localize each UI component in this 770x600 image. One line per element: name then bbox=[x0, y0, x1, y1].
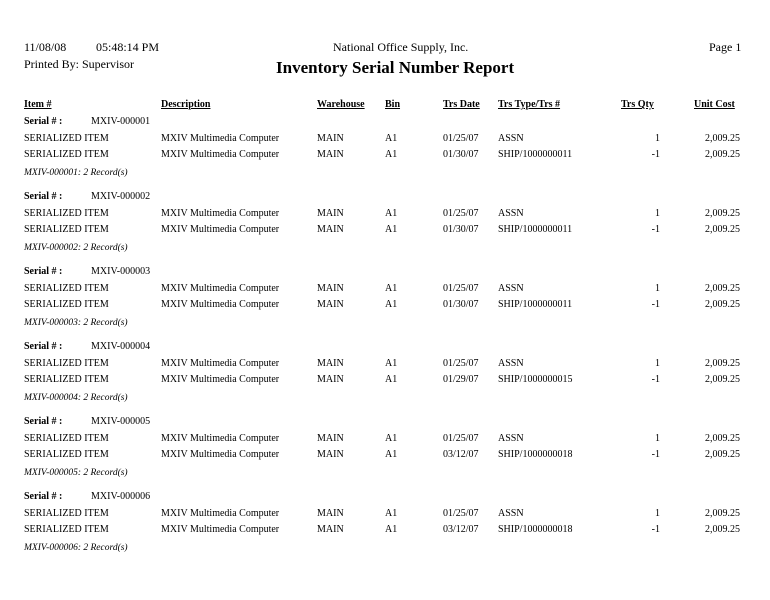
cell-trs-type: ASSN bbox=[498, 208, 524, 219]
cell-bin: A1 bbox=[385, 208, 398, 219]
cell-description: MXIV Multimedia Computer bbox=[161, 133, 280, 144]
cell-trs-qty: -1 bbox=[651, 449, 660, 460]
cell-trs-qty: 1 bbox=[655, 433, 660, 444]
cell-item: SERIALIZED ITEM bbox=[24, 224, 109, 235]
cell-unit-cost: 2,009.25 bbox=[705, 358, 740, 369]
col-warehouse: Warehouse bbox=[317, 99, 365, 110]
cell-description: MXIV Multimedia Computer bbox=[161, 449, 280, 460]
cell-warehouse: MAIN bbox=[317, 508, 344, 519]
cell-trs-date: 01/25/07 bbox=[443, 133, 479, 144]
serial-number: MXIV-000002 bbox=[91, 191, 151, 202]
cell-bin: A1 bbox=[385, 449, 398, 460]
cell-bin: A1 bbox=[385, 149, 398, 160]
cell-item: SERIALIZED ITEM bbox=[24, 149, 109, 160]
col-trs-date: Trs Date bbox=[443, 99, 480, 110]
cell-warehouse: MAIN bbox=[317, 374, 344, 385]
cell-bin: A1 bbox=[385, 524, 398, 535]
page-number: Page 1 bbox=[709, 40, 742, 54]
cell-trs-qty: 1 bbox=[655, 283, 660, 294]
company-name: National Office Supply, Inc. bbox=[333, 40, 469, 54]
cell-warehouse: MAIN bbox=[317, 149, 344, 160]
cell-unit-cost: 2,009.25 bbox=[705, 133, 740, 144]
cell-bin: A1 bbox=[385, 374, 398, 385]
cell-description: MXIV Multimedia Computer bbox=[161, 283, 280, 294]
cell-trs-type: SHIP/1000000018 bbox=[498, 524, 573, 535]
serial-group bbox=[0, 491, 770, 566]
cell-trs-type: ASSN bbox=[498, 133, 524, 144]
serial-label: Serial # : bbox=[24, 116, 63, 127]
cell-bin: A1 bbox=[385, 133, 398, 144]
cell-unit-cost: 2,009.25 bbox=[705, 149, 740, 160]
col-bin: Bin bbox=[385, 99, 401, 110]
cell-warehouse: MAIN bbox=[317, 449, 344, 460]
cell-trs-date: 01/30/07 bbox=[443, 224, 479, 235]
group-summary: MXIV-000004: 2 Record(s) bbox=[24, 393, 128, 403]
serial-number: MXIV-000003 bbox=[91, 266, 151, 277]
cell-trs-date: 01/29/07 bbox=[443, 374, 479, 385]
serial-group bbox=[0, 416, 770, 491]
cell-bin: A1 bbox=[385, 283, 398, 294]
serial-number: MXIV-000006 bbox=[91, 491, 151, 502]
cell-trs-type: SHIP/1000000011 bbox=[498, 224, 573, 235]
cell-trs-type: ASSN bbox=[498, 508, 524, 519]
cell-description: MXIV Multimedia Computer bbox=[161, 208, 280, 219]
serial-group bbox=[0, 341, 770, 416]
cell-trs-date: 01/25/07 bbox=[443, 283, 479, 294]
cell-trs-date: 01/25/07 bbox=[443, 208, 479, 219]
group-summary: MXIV-000003: 2 Record(s) bbox=[24, 318, 128, 328]
cell-description: MXIV Multimedia Computer bbox=[161, 224, 280, 235]
col-description: Description bbox=[161, 99, 211, 110]
cell-item: SERIALIZED ITEM bbox=[24, 208, 109, 219]
cell-unit-cost: 2,009.25 bbox=[705, 224, 740, 235]
serial-label: Serial # : bbox=[24, 341, 63, 352]
cell-description: MXIV Multimedia Computer bbox=[161, 358, 280, 369]
cell-item: SERIALIZED ITEM bbox=[24, 449, 109, 460]
cell-item: SERIALIZED ITEM bbox=[24, 433, 109, 444]
cell-unit-cost: 2,009.25 bbox=[705, 374, 740, 385]
cell-item: SERIALIZED ITEM bbox=[24, 133, 109, 144]
cell-trs-qty: 1 bbox=[655, 133, 660, 144]
cell-item: SERIALIZED ITEM bbox=[24, 299, 109, 310]
col-trs-qty: Trs Qty bbox=[621, 99, 654, 110]
cell-trs-date: 01/25/07 bbox=[443, 433, 479, 444]
cell-description: MXIV Multimedia Computer bbox=[161, 149, 280, 160]
cell-warehouse: MAIN bbox=[317, 524, 344, 535]
cell-trs-date: 01/30/07 bbox=[443, 299, 479, 310]
cell-warehouse: MAIN bbox=[317, 358, 344, 369]
group-summary: MXIV-000005: 2 Record(s) bbox=[24, 468, 128, 478]
printed-by: Printed By: Supervisor bbox=[24, 57, 134, 71]
cell-bin: A1 bbox=[385, 433, 398, 444]
cell-description: MXIV Multimedia Computer bbox=[161, 433, 280, 444]
cell-trs-qty: 1 bbox=[655, 508, 660, 519]
report-date: 11/08/08 bbox=[24, 40, 67, 54]
col-unit-cost: Unit Cost bbox=[694, 99, 735, 110]
cell-item: SERIALIZED ITEM bbox=[24, 283, 109, 294]
cell-unit-cost: 2,009.25 bbox=[705, 449, 740, 460]
cell-trs-type: SHIP/1000000018 bbox=[498, 449, 573, 460]
cell-trs-date: 01/25/07 bbox=[443, 358, 479, 369]
serial-label: Serial # : bbox=[24, 191, 63, 202]
cell-trs-qty: -1 bbox=[651, 374, 660, 385]
serial-group bbox=[0, 116, 770, 191]
cell-description: MXIV Multimedia Computer bbox=[161, 299, 280, 310]
serial-number: MXIV-000001 bbox=[91, 116, 151, 127]
cell-trs-type: ASSN bbox=[498, 283, 524, 294]
cell-trs-qty: -1 bbox=[651, 224, 660, 235]
serial-number: MXIV-000004 bbox=[91, 341, 151, 352]
cell-trs-type: SHIP/1000000011 bbox=[498, 299, 573, 310]
cell-trs-date: 03/12/07 bbox=[443, 449, 479, 460]
cell-warehouse: MAIN bbox=[317, 433, 344, 444]
cell-trs-type: ASSN bbox=[498, 433, 524, 444]
cell-trs-qty: -1 bbox=[651, 299, 660, 310]
cell-warehouse: MAIN bbox=[317, 133, 344, 144]
cell-unit-cost: 2,009.25 bbox=[705, 508, 740, 519]
serial-number: MXIV-000005 bbox=[91, 416, 151, 427]
cell-trs-date: 01/30/07 bbox=[443, 149, 479, 160]
cell-description: MXIV Multimedia Computer bbox=[161, 524, 280, 535]
cell-trs-qty: -1 bbox=[651, 149, 660, 160]
cell-description: MXIV Multimedia Computer bbox=[161, 508, 280, 519]
cell-bin: A1 bbox=[385, 299, 398, 310]
cell-unit-cost: 2,009.25 bbox=[705, 524, 740, 535]
cell-trs-date: 01/25/07 bbox=[443, 508, 479, 519]
serial-group bbox=[0, 191, 770, 266]
cell-bin: A1 bbox=[385, 224, 398, 235]
cell-trs-qty: -1 bbox=[651, 524, 660, 535]
col-trs-type: Trs Type/Trs # bbox=[498, 99, 561, 110]
cell-trs-type: SHIP/1000000011 bbox=[498, 149, 573, 160]
serial-group bbox=[0, 266, 770, 341]
report-title: Inventory Serial Number Report bbox=[276, 58, 515, 77]
cell-item: SERIALIZED ITEM bbox=[24, 358, 109, 369]
cell-item: SERIALIZED ITEM bbox=[24, 508, 109, 519]
cell-item: SERIALIZED ITEM bbox=[24, 524, 109, 535]
serial-label: Serial # : bbox=[24, 416, 63, 427]
cell-trs-type: ASSN bbox=[498, 358, 524, 369]
cell-trs-qty: 1 bbox=[655, 208, 660, 219]
cell-unit-cost: 2,009.25 bbox=[705, 299, 740, 310]
cell-warehouse: MAIN bbox=[317, 299, 344, 310]
cell-bin: A1 bbox=[385, 358, 398, 369]
serial-label: Serial # : bbox=[24, 491, 63, 502]
cell-item: SERIALIZED ITEM bbox=[24, 374, 109, 385]
cell-description: MXIV Multimedia Computer bbox=[161, 374, 280, 385]
group-summary: MXIV-000002: 2 Record(s) bbox=[24, 243, 128, 253]
col-item: Item # bbox=[24, 99, 52, 110]
group-summary: MXIV-000001: 2 Record(s) bbox=[24, 168, 128, 178]
cell-trs-date: 03/12/07 bbox=[443, 524, 479, 535]
cell-unit-cost: 2,009.25 bbox=[705, 208, 740, 219]
cell-warehouse: MAIN bbox=[317, 224, 344, 235]
serial-label: Serial # : bbox=[24, 266, 63, 277]
cell-trs-qty: 1 bbox=[655, 358, 660, 369]
report-time: 05:48:14 PM bbox=[96, 40, 160, 54]
cell-warehouse: MAIN bbox=[317, 283, 344, 294]
cell-unit-cost: 2,009.25 bbox=[705, 433, 740, 444]
cell-warehouse: MAIN bbox=[317, 208, 344, 219]
cell-unit-cost: 2,009.25 bbox=[705, 283, 740, 294]
group-summary: MXIV-000006: 2 Record(s) bbox=[24, 543, 128, 553]
cell-trs-type: SHIP/1000000015 bbox=[498, 374, 573, 385]
cell-bin: A1 bbox=[385, 508, 398, 519]
